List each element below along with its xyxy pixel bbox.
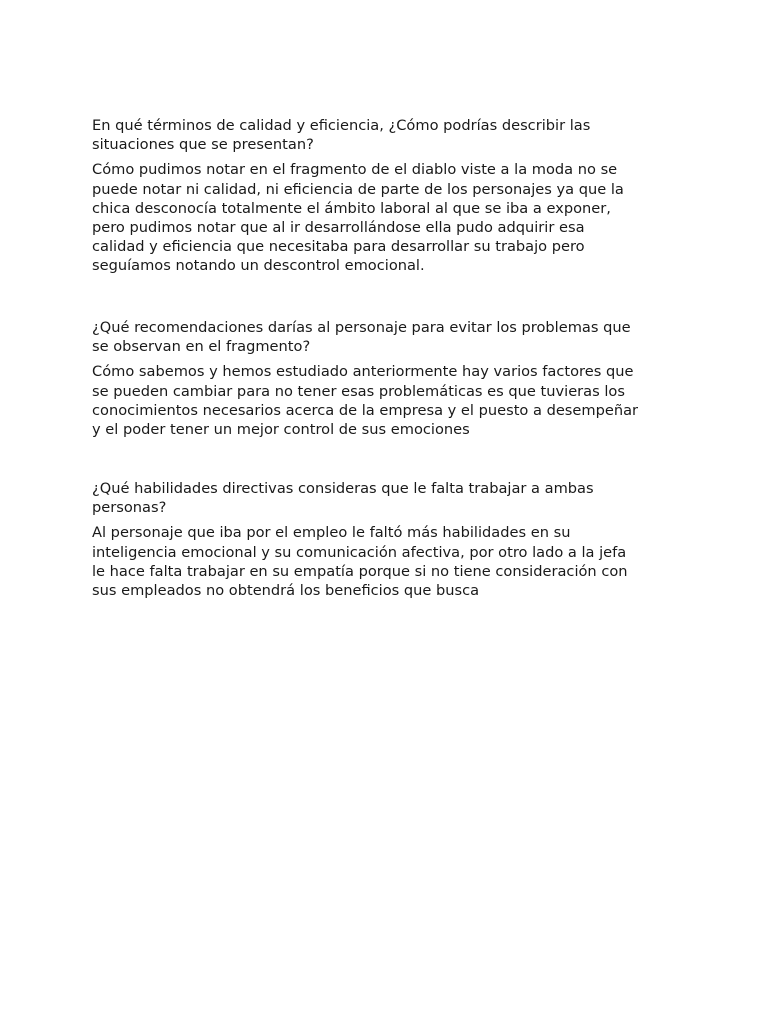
answer-line: Cómo pudimos notar en el fragmento de el diablo viste a la moda no se <box>92 161 618 179</box>
question-line: personas? <box>92 499 167 517</box>
question-line: situaciones que se presentan? <box>92 136 314 154</box>
question-line: se observan en el fragmento? <box>92 338 311 356</box>
answer-line: sus empleados no obtendrá los beneficios que busca <box>92 582 480 600</box>
answer-line: y el poder tener un mejor control de sus emociones <box>92 421 470 439</box>
question-3 <box>92 479 682 517</box>
question-2 <box>92 318 682 356</box>
question-1 <box>92 116 682 154</box>
question-line: ¿Qué habilidades directivas consideras que le falta trabajar a ambas <box>92 480 594 497</box>
answer-line: puede notar ni calidad, ni eficiencia de parte de los personajes ya que la <box>92 180 624 198</box>
answer-line: se pueden cambiar para no tener esas problemáticas es que tuvieras los <box>92 382 625 400</box>
qa-section-3 <box>92 479 682 600</box>
answer-1 <box>92 160 682 275</box>
answer-line: conocimientos necesarios acerca de la empresa y el puesto a desempeñar <box>92 401 639 419</box>
qa-section-2 <box>92 318 682 439</box>
answer-line: Al personaje que iba por el empleo le faltó más habilidades en su <box>92 524 571 542</box>
answer-line: pero pudimos notar que al ir desarrollándose ella pudo adquirir esa <box>92 219 585 237</box>
question-line: ¿Qué recomendaciones darías al personaje para evitar los problemas que <box>92 319 631 336</box>
answer-line: Cómo sabemos y hemos estudiado anteriormente hay varios factores que <box>92 363 634 381</box>
answer-3 <box>92 523 682 600</box>
question-line: En qué términos de calidad y eficiencia, ¿Cómo podrías describir las <box>92 117 591 134</box>
answer-line: seguíamos notando un descontrol emocional. <box>92 257 425 275</box>
answer-line: inteligencia emocional y su comunicación afectiva, por otro lado a la jefa <box>92 543 627 561</box>
answer-line: calidad y eficiencia que necesitaba para desarrollar su trabajo pero <box>92 238 585 256</box>
qa-section-1 <box>92 116 682 276</box>
answer-2 <box>92 362 682 439</box>
answer-line: chica desconocía totalmente el ámbito laboral al que se iba a exponer, <box>92 199 611 217</box>
answer-line: le hace falta trabajar en su empatía porque si no tiene consideración con <box>92 562 628 580</box>
